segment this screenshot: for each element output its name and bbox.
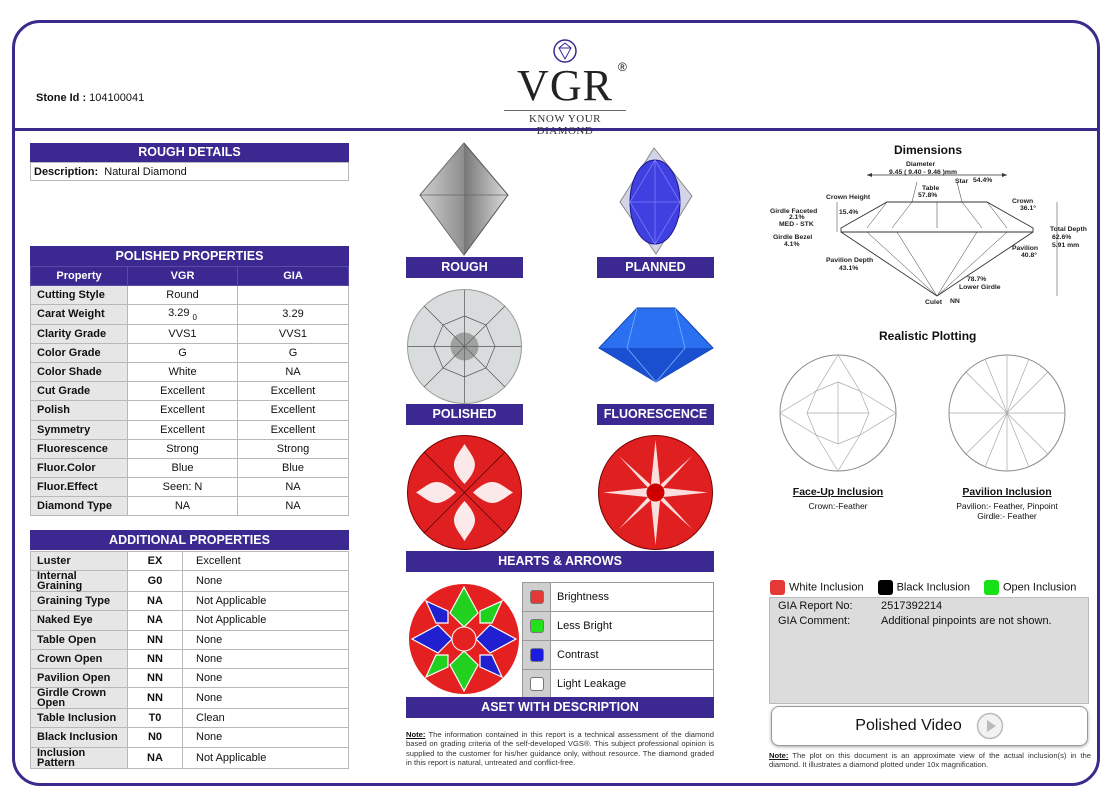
- additional-row-code: NA: [128, 611, 183, 630]
- polished-row-label: Polish: [31, 401, 128, 420]
- dimensions-diagram: [767, 158, 1092, 308]
- additional-row: [31, 630, 349, 649]
- polished-row: [31, 382, 349, 401]
- polished-row-vgr: White: [128, 362, 238, 381]
- note-right: [769, 751, 1091, 770]
- dim-crown-height: 15.4%: [839, 209, 859, 216]
- polished-row: [31, 401, 349, 420]
- additional-row-label: Luster: [31, 552, 128, 571]
- aset-swatch: [530, 648, 544, 662]
- plotting-title: Realistic Plotting: [879, 329, 977, 343]
- additional-row-code: NA: [128, 592, 183, 611]
- pavilion-inclusion-text-1: Pavilion:- Feather, Pinpoint: [956, 501, 1058, 511]
- additional-row-label: Inclusion Pattern: [31, 747, 128, 768]
- legend-open: Open Inclusion: [984, 580, 1076, 595]
- additional-row: [31, 688, 349, 709]
- face-up-inclusion-text: Crown:-Feather: [808, 501, 868, 511]
- col-property: Property: [31, 267, 128, 286]
- rough-label: ROUGH: [406, 257, 523, 278]
- stone-id-value: 104100041: [89, 92, 145, 104]
- additional-row-code: T0: [128, 709, 183, 728]
- dim-girdle-bezel: 4.1%: [784, 241, 800, 248]
- carat-subscript: 0: [192, 312, 197, 322]
- hearts-arrows-label: HEARTS & ARROWS: [406, 551, 714, 572]
- polished-row-vgr: Blue: [128, 458, 238, 477]
- polished-row-label: Diamond Type: [31, 497, 128, 516]
- dim-table: 57.8%: [918, 192, 938, 199]
- polished-row-gia: Blue: [238, 458, 349, 477]
- polished-row-vgr: Round: [128, 286, 238, 305]
- polished-row-vgr: Excellent: [128, 401, 238, 420]
- additional-row: [31, 728, 349, 747]
- additional-row-code: NN: [128, 668, 183, 687]
- additional-row-label: Internal Graining: [31, 571, 128, 592]
- note-right-text: The plot on this document is an approximate view of the actual inclusion(s) in the diamond. It illustrates a diamond plotted under 10x magnification.: [769, 751, 1091, 770]
- polished-diamond-image: [406, 288, 523, 405]
- additional-row-label: Table Inclusion: [31, 709, 128, 728]
- inclusion-legend: [770, 580, 1090, 595]
- dim-girdle-bezel-label: Girdle Bezel: [773, 234, 813, 241]
- aset-swatch: [530, 619, 544, 633]
- additional-row-label: Graining Type: [31, 592, 128, 611]
- polished-row-gia: Excellent: [238, 401, 349, 420]
- rough-details-title: ROUGH DETAILS: [30, 143, 349, 162]
- legend-black: Black Inclusion: [878, 580, 970, 595]
- polished-row-label: Fluor.Color: [31, 458, 128, 477]
- polished-properties-table: [30, 266, 349, 516]
- polished-row-label: Fluor.Effect: [31, 478, 128, 497]
- dim-culet-label: Culet: [925, 299, 942, 306]
- dim-total-depth-pct: 62.6%: [1052, 234, 1072, 241]
- additional-row-code: NA: [128, 747, 183, 768]
- polished-row-label: Clarity Grade: [31, 324, 128, 343]
- logo-registered: ®: [618, 60, 627, 74]
- planned-label: PLANNED: [597, 257, 714, 278]
- dim-culet: NN: [950, 298, 960, 305]
- aset-legend-row: [523, 641, 714, 670]
- rough-description-row: [30, 162, 349, 181]
- polished-row: [31, 497, 349, 516]
- col-vgr: VGR: [128, 267, 238, 286]
- dim-pavilion-depth: 43.1%: [839, 265, 859, 272]
- polished-row-vgr: Seen: N: [128, 478, 238, 497]
- additional-row-label: Naked Eye: [31, 611, 128, 630]
- polished-row-gia: NA: [238, 478, 349, 497]
- dim-girdle-faceted: 2.1%: [789, 214, 805, 221]
- additional-row-value: None: [183, 571, 349, 592]
- legend-white: White Inclusion: [770, 580, 864, 595]
- fluorescence-diamond-image: [597, 306, 715, 384]
- additional-row-label: Black Inclusion: [31, 728, 128, 747]
- aset-legend-label: Light Leakage: [551, 670, 714, 699]
- aset-legend-label: Brightness: [551, 583, 714, 612]
- polished-row-label: Color Grade: [31, 343, 128, 362]
- dim-diameter: 9.45 ( 9.40 - 9.46 )mm: [889, 169, 958, 176]
- dim-total-depth-label: Total Depth: [1050, 226, 1087, 233]
- additional-row: [31, 709, 349, 728]
- polished-row-vgr: 3.29 $_0$: [128, 305, 238, 324]
- gia-comment: Additional pinpoints are not shown.: [881, 615, 1052, 627]
- additional-row-code: NN: [128, 630, 183, 649]
- polished-row-vgr: NA: [128, 497, 238, 516]
- note-left-text: The information contained in this report is a technical assessment of the diamond based on grading criteria of the self-developed VGS®. This subject professional opinion is supplied to the customer for his/her guidance only, without resource. The diamond graded in this report is natural, untreated and conflict-free.: [406, 730, 714, 768]
- polished-row: [31, 458, 349, 477]
- polished-row-vgr: Excellent: [128, 420, 238, 439]
- dim-pavilion-angle: 40.8°: [1021, 252, 1037, 259]
- polished-row-gia: [238, 286, 349, 305]
- polished-row: [31, 420, 349, 439]
- polished-row-gia: VVS1: [238, 324, 349, 343]
- additional-row: [31, 747, 349, 768]
- dim-girdle-thickness: MED - STK: [779, 221, 814, 228]
- logo-wordmark: VGR: [517, 61, 613, 110]
- additional-row-label: Table Open: [31, 630, 128, 649]
- additional-properties-title: ADDITIONAL PROPERTIES: [30, 530, 349, 550]
- polished-row-vgr: Strong: [128, 439, 238, 458]
- arrows-image: [597, 434, 714, 551]
- aset-swatch: [530, 590, 544, 604]
- polished-row-label: Carat Weight: [31, 305, 128, 324]
- polished-row-vgr: G: [128, 343, 238, 362]
- dim-star: 54.4%: [973, 177, 993, 184]
- hearts-image: [406, 434, 523, 551]
- play-icon: [976, 712, 1004, 740]
- logo-tagline: KNOW YOUR DIAMOND: [528, 113, 602, 137]
- polished-row-gia: NA: [238, 497, 349, 516]
- gia-report-no: 2517392214: [881, 600, 943, 612]
- polished-row: [31, 324, 349, 343]
- additional-row-code: NN: [128, 649, 183, 668]
- additional-row-code: G0: [128, 571, 183, 592]
- aset-image: [408, 583, 520, 695]
- aset-label: ASET WITH DESCRIPTION: [406, 697, 714, 718]
- polished-row: [31, 343, 349, 362]
- polished-row: [31, 362, 349, 381]
- polished-row-gia: NA: [238, 362, 349, 381]
- additional-row-label: Crown Open: [31, 649, 128, 668]
- dim-pavilion-depth-label: Pavilion Depth: [826, 257, 874, 264]
- polished-row-gia: 3.29: [238, 305, 349, 324]
- additional-row-value: Excellent: [183, 552, 349, 571]
- aset-swatch-cell: [523, 612, 551, 641]
- aset-swatch: [530, 677, 544, 691]
- polished-row-label: Color Shade: [31, 362, 128, 381]
- polished-row-vgr: VVS1: [128, 324, 238, 343]
- note-left: [406, 730, 714, 768]
- polished-row-gia: Excellent: [238, 382, 349, 401]
- note-right-label: Note:: [769, 751, 789, 760]
- additional-row: [31, 552, 349, 571]
- additional-row-value: None: [183, 728, 349, 747]
- aset-legend-label: Less Bright: [551, 612, 714, 641]
- polished-row-label: Symmetry: [31, 420, 128, 439]
- aset-legend: [522, 582, 714, 699]
- additional-row-code: NN: [128, 688, 183, 709]
- face-up-plot: [779, 354, 897, 472]
- col-gia: GIA: [238, 267, 349, 286]
- additional-row-value: None: [183, 630, 349, 649]
- additional-row-value: Not Applicable: [183, 592, 349, 611]
- additional-row: [31, 571, 349, 592]
- gia-comment-label: GIA Comment:: [778, 615, 851, 627]
- polished-properties-title: POLISHED PROPERTIES: [30, 246, 349, 266]
- description-label: Description:: [34, 166, 99, 178]
- description-value: Natural Diamond: [104, 166, 187, 178]
- stone-id-label: Stone Id :: [36, 92, 87, 104]
- additional-properties-table: [30, 551, 349, 769]
- dim-lower-girdle: 78.7%: [967, 276, 987, 283]
- additional-row-code: N0: [128, 728, 183, 747]
- polished-row: [31, 478, 349, 497]
- polished-video-label: Polished Video: [855, 717, 962, 734]
- additional-row-value: None: [183, 668, 349, 687]
- aset-legend-label: Contrast: [551, 641, 714, 670]
- pavilion-plot: [948, 354, 1066, 472]
- dim-crown-height-label: Crown Height: [826, 194, 871, 201]
- black-inclusion-swatch: [878, 580, 893, 595]
- polished-row-gia: Excellent: [238, 420, 349, 439]
- white-inclusion-swatch: [770, 580, 785, 595]
- polished-row-label: Fluorescence: [31, 439, 128, 458]
- note-left-label: Note:: [406, 730, 426, 739]
- dim-star-label: Star: [955, 178, 969, 185]
- gia-panel: [769, 597, 1089, 704]
- aset-legend-row: [523, 612, 714, 641]
- additional-row: [31, 649, 349, 668]
- polished-row-gia: Strong: [238, 439, 349, 458]
- additional-row-value: Clean: [183, 709, 349, 728]
- dim-table-label: Table: [922, 185, 940, 192]
- aset-swatch-cell: [523, 670, 551, 699]
- aset-legend-row: [523, 583, 714, 612]
- polished-row: [31, 286, 349, 305]
- additional-row: [31, 668, 349, 687]
- dim-crown-angle: 36.1°: [1020, 205, 1036, 212]
- aset-legend-row: [523, 670, 714, 699]
- additional-row-value: None: [183, 688, 349, 709]
- open-inclusion-swatch: [984, 580, 999, 595]
- pavilion-inclusion-text-2: Girdle:- Feather: [977, 511, 1037, 521]
- additional-row: [31, 611, 349, 630]
- face-up-inclusion-label: Face-Up Inclusion: [792, 486, 884, 498]
- vgr-logo: [500, 38, 630, 137]
- polished-row-gia: G: [238, 343, 349, 362]
- dim-total-depth-mm: 5.91 mm: [1052, 242, 1080, 249]
- polished-row: [31, 305, 349, 324]
- polished-video-button[interactable]: [771, 706, 1088, 746]
- polished-row-label: Cutting Style: [31, 286, 128, 305]
- additional-row: [31, 592, 349, 611]
- rough-diamond-image: [418, 141, 510, 257]
- dim-girdle-faceted-label: Girdle Faceted: [770, 208, 818, 215]
- polished-row-label: Cut Grade: [31, 382, 128, 401]
- polished-row-vgr: Excellent: [128, 382, 238, 401]
- additional-row-label: Pavilion Open: [31, 668, 128, 687]
- additional-row-code: EX: [128, 552, 183, 571]
- dim-lower-girdle-label: Lower Girdle: [959, 284, 1001, 291]
- polished-row: [31, 439, 349, 458]
- planned-diamond-image: [614, 146, 698, 256]
- dim-pavilion-angle-label: Pavilion: [1012, 245, 1039, 252]
- additional-row-value: Not Applicable: [183, 747, 349, 768]
- fluorescence-label: FLUORESCENCE: [597, 404, 714, 425]
- aset-swatch-cell: [523, 641, 551, 670]
- additional-row-value: Not Applicable: [183, 611, 349, 630]
- aset-swatch-cell: [523, 583, 551, 612]
- additional-row-value: None: [183, 649, 349, 668]
- dim-crown-angle-label: Crown: [1012, 198, 1034, 205]
- additional-row-label: Girdle Crown Open: [31, 688, 128, 709]
- dimensions-title: Dimensions: [894, 143, 963, 157]
- pavilion-inclusion-label: Pavilion Inclusion: [962, 486, 1052, 498]
- gia-report-label: GIA Report No:: [778, 600, 853, 612]
- stone-id: [36, 92, 144, 104]
- dim-diameter-label: Diameter: [906, 161, 936, 168]
- polished-label: POLISHED: [406, 404, 523, 425]
